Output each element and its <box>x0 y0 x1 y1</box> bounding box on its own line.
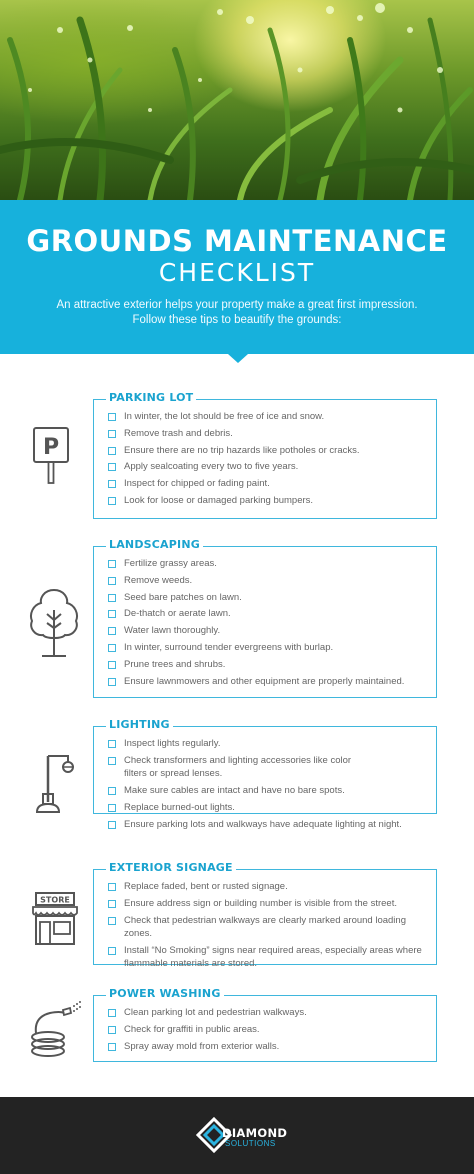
section-title: EXTERIOR SIGNAGE <box>106 861 236 874</box>
svg-text:P: P <box>42 435 60 460</box>
brand-subname: SOLUTIONS <box>225 1139 276 1148</box>
checklist-item[interactable]: Check transformers and lighting accessories like color filters or spread lenses. <box>108 754 426 781</box>
checkbox-icon[interactable] <box>108 577 116 585</box>
checkbox-icon[interactable] <box>108 627 116 635</box>
checkbox-icon[interactable] <box>108 413 116 421</box>
intro-text <box>40 298 434 328</box>
checklist-item[interactable]: Spray away mold from exterior walls. <box>108 1040 426 1054</box>
checklist-item[interactable]: Ensure address sign or building number is visible from the street. <box>108 897 426 911</box>
hero-grass-image <box>0 0 474 200</box>
checklist-item[interactable]: Seed bare patches on lawn. <box>108 591 426 605</box>
power-washing-box <box>93 987 437 1062</box>
checkbox-icon[interactable] <box>108 917 116 925</box>
checklist <box>108 557 426 691</box>
intro-line-2: Follow these tips to beautify the grounds: <box>132 314 342 326</box>
checkbox-icon[interactable] <box>108 821 116 829</box>
checkbox-icon[interactable] <box>108 463 116 471</box>
checklist-item[interactable]: Check that pedestrian walkways are clearly marked around loading zones. <box>108 914 426 941</box>
checklist-item[interactable]: Ensure there are no trip hazards like potholes or cracks. <box>108 444 426 458</box>
checkbox-icon[interactable] <box>108 740 116 748</box>
checklist-item[interactable]: Apply sealcoating every two to five years. <box>108 460 426 474</box>
checklist-item[interactable]: Replace faded, bent or rusted signage. <box>108 880 426 894</box>
lighting-box <box>93 718 437 830</box>
checklist-item[interactable]: Make sure cables are intact and have no bare spots. <box>108 784 426 798</box>
storefront-icon <box>30 889 80 947</box>
checkbox-icon[interactable] <box>108 644 116 652</box>
checkbox-icon[interactable] <box>108 594 116 602</box>
checklist-item[interactable]: Prune trees and shrubs. <box>108 658 426 672</box>
checkbox-icon[interactable] <box>108 610 116 618</box>
checklist-item[interactable]: In winter, surround tender evergreens with burlap. <box>108 641 426 655</box>
page-title: GROUNDS MAINTENANCE <box>26 224 448 258</box>
checklist-item[interactable]: Check for graffiti in public areas. <box>108 1023 426 1037</box>
page-subtitle: CHECKLIST <box>158 258 316 287</box>
checkbox-icon[interactable] <box>108 661 116 669</box>
checklist-item[interactable]: Look for loose or damaged parking bumpers. <box>108 494 426 508</box>
section-title: LANDSCAPING <box>106 538 203 551</box>
checkbox-icon[interactable] <box>108 447 116 455</box>
checkbox-icon[interactable] <box>108 430 116 438</box>
checklist-item[interactable]: Ensure parking lots and walkways have adequate lighting at night. <box>108 818 426 832</box>
brand-name: DIAMOND <box>222 1126 288 1140</box>
parking-sign-icon <box>26 425 76 487</box>
banner-pointer <box>228 354 248 363</box>
hose-icon <box>28 999 84 1061</box>
checkbox-icon[interactable] <box>108 1026 116 1034</box>
checklist-item[interactable]: Water lawn thoroughly. <box>108 624 426 638</box>
section-title: POWER WASHING <box>106 987 224 1000</box>
checkbox-icon[interactable] <box>108 678 116 686</box>
checkbox-icon[interactable] <box>108 947 116 955</box>
checkbox-icon[interactable] <box>108 787 116 795</box>
checklist-item[interactable]: Replace burned-out lights. <box>108 801 426 815</box>
checkbox-icon[interactable] <box>108 757 116 765</box>
tree-icon <box>26 586 82 660</box>
checkbox-icon[interactable] <box>108 560 116 568</box>
checklist <box>108 1006 426 1056</box>
checklist-item[interactable]: Inspect lights regularly. <box>108 737 426 751</box>
parking-lot-box <box>93 391 437 519</box>
checklist-item[interactable]: Ensure lawnmowers and other equipment are properly maintained. <box>108 675 426 689</box>
section-title: PARKING LOT <box>106 391 196 404</box>
checklist-item[interactable]: Remove trash and debris. <box>108 427 426 441</box>
street-lamp-icon <box>30 750 80 816</box>
checkbox-icon[interactable] <box>108 1009 116 1017</box>
store-label: STORE <box>40 895 70 905</box>
exterior-signage-box <box>93 861 437 970</box>
checklist <box>108 410 426 511</box>
checklist <box>108 880 426 974</box>
checkbox-icon[interactable] <box>108 883 116 891</box>
landscaping-box <box>93 538 437 698</box>
checkbox-icon[interactable] <box>108 480 116 488</box>
checklist-item[interactable]: Fertilize grassy areas. <box>108 557 426 571</box>
checklist-item[interactable]: Install “No Smoking” signs near required areas, especially areas where flammable materials are stored. <box>108 944 426 971</box>
title-banner <box>0 200 474 354</box>
checklist <box>108 737 426 834</box>
checkbox-icon[interactable] <box>108 497 116 505</box>
section-title: LIGHTING <box>106 718 173 731</box>
checklist-item[interactable]: Remove weeds. <box>108 574 426 588</box>
checkbox-icon[interactable] <box>108 804 116 812</box>
checklist-item[interactable]: In winter, the lot should be free of ice and snow. <box>108 410 426 424</box>
checkbox-icon[interactable] <box>108 1043 116 1051</box>
footer <box>0 1097 474 1174</box>
checkbox-icon[interactable] <box>108 900 116 908</box>
intro-line-1: An attractive exterior helps your property make a great first impression. <box>56 299 418 311</box>
checklist-item[interactable]: Inspect for chipped or fading paint. <box>108 477 426 491</box>
checklist-item[interactable]: De-thatch or aerate lawn. <box>108 607 426 621</box>
checklist-item[interactable]: Clean parking lot and pedestrian walkways. <box>108 1006 426 1020</box>
